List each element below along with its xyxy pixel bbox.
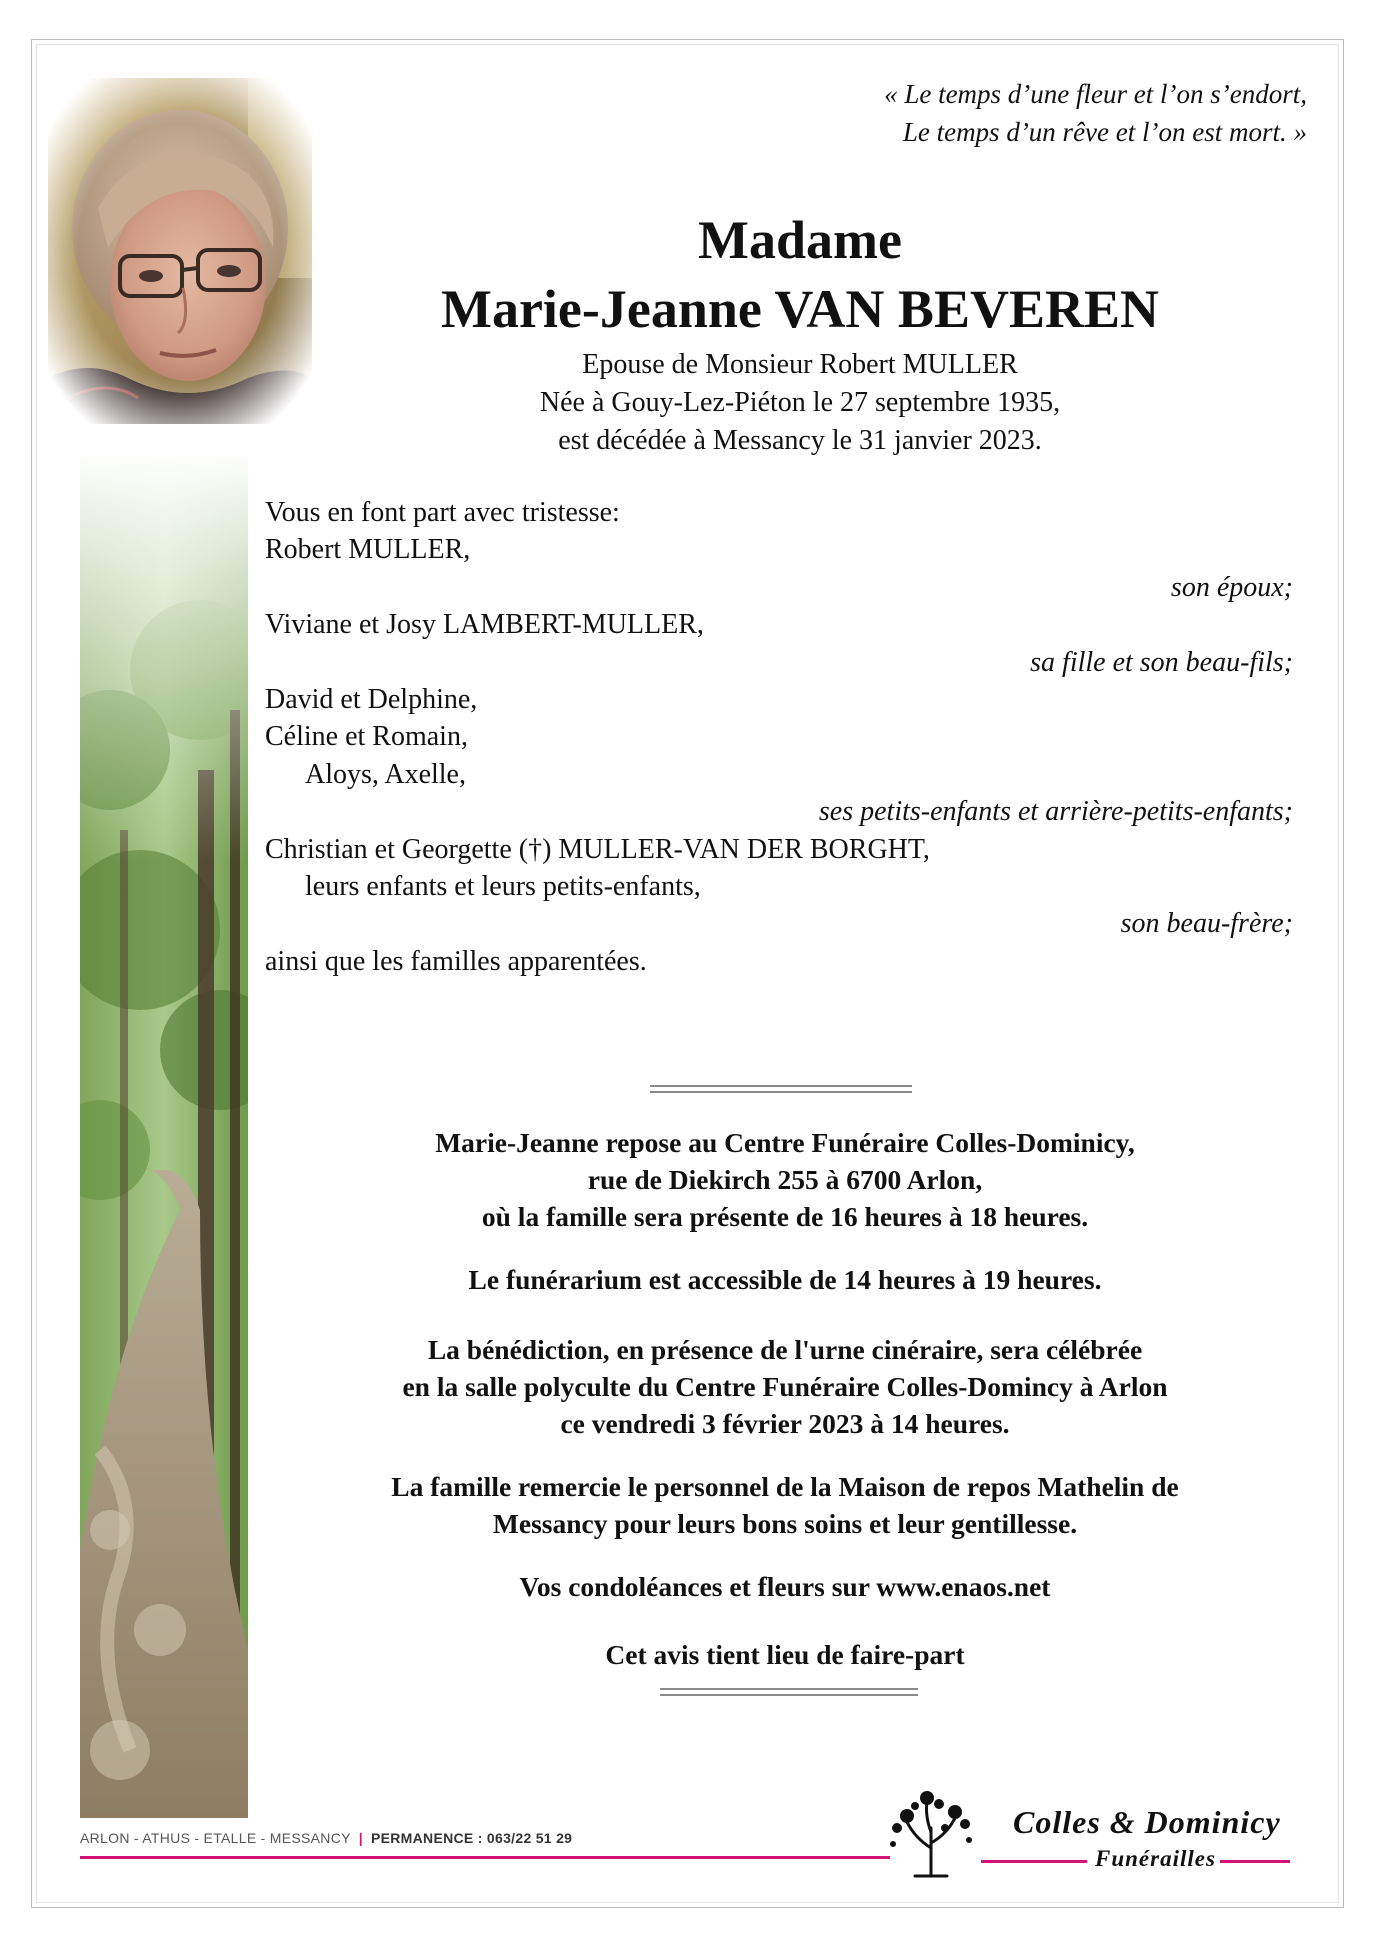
info-line: La bénédiction, en présence de l'urne cinéraire, sera célébrée [427, 1334, 1143, 1365]
info-condolences [290, 1568, 1280, 1605]
separator-top [650, 1085, 912, 1093]
quote-line-1: « Le temps d’une fleur et l’on s’endort, [884, 79, 1307, 109]
info-line: en la salle polyculte du Centre Funéraire Colles-Domincy à Arlon [402, 1371, 1168, 1402]
portrait-photo [48, 78, 312, 424]
family-relation: son beau-frère; [1120, 908, 1293, 940]
family-line: Viviane et Josy LAMBERT-MULLER, [265, 609, 704, 641]
info-repose [290, 1124, 1280, 1235]
family-line: David et Delphine, [265, 684, 478, 716]
family-line: Christian et Georgette (†) MULLER-VAN DER BORGHT, [265, 833, 930, 865]
info-line: Messancy pour leurs bons soins et leur gentillesse. [492, 1508, 1078, 1539]
spouse-line: Epouse de Monsieur Robert MULLER [582, 349, 1018, 380]
footer-contact [80, 1830, 572, 1846]
family-relation: son époux; [1170, 571, 1293, 603]
family-relation: sa fille et son beau-fils; [1030, 646, 1293, 678]
quote-line-2: Le temps d’un rêve et l’on est mort. » [902, 117, 1307, 147]
info-line: où la famille sera présente de 16 heures à 18 heures. [481, 1201, 1089, 1232]
info-notice [290, 1636, 1280, 1673]
info-line: La famille remercie le personnel de la Maison de repos Mathelin de [391, 1471, 1179, 1502]
tree-logo-icon [885, 1788, 977, 1878]
forest-path-image [80, 450, 248, 1818]
footer-separator: | [358, 1830, 363, 1846]
footer-locations: ARLON - ATHUS - ETALLE - MESSANCY [80, 1830, 351, 1846]
separator-bottom [660, 1688, 918, 1696]
info-line: Le funérarium est accessible de 14 heures à 19 heures. [468, 1264, 1102, 1295]
family-intro: Vous en font part avec tristesse: [265, 497, 620, 528]
footer-accent-line [80, 1856, 890, 1859]
info-line: ce vendredi 3 février 2023 à 14 heures. [560, 1408, 1010, 1439]
family-line: ainsi que les familles apparentées. [265, 945, 647, 977]
family-relation: ses petits-enfants et arrière-petits-enfants; [818, 796, 1293, 828]
family-line: Céline et Romain, [265, 721, 468, 753]
quote [607, 75, 1307, 151]
logo-subtitle: Funérailles [1095, 1846, 1216, 1871]
info-line: rue de Diekirch 255 à 6700 Arlon, [587, 1164, 983, 1195]
deceased-name: Marie-Jeanne VAN BEVEREN [440, 279, 1159, 339]
family-line: Aloys, Axelle, [305, 758, 466, 790]
title-madame: Madame [698, 210, 902, 270]
family-announcement [265, 494, 1293, 980]
info-funerarium [290, 1261, 1280, 1298]
company-logo [885, 1788, 1295, 1878]
birth-line: Née à Gouy-Lez-Piéton le 27 septembre 1935, [539, 387, 1061, 418]
info-line: Cet avis tient lieu de faire-part [605, 1639, 965, 1670]
logo-company-name: Colles & Dominicy [1013, 1804, 1281, 1840]
family-line: Robert MULLER, [265, 534, 471, 566]
deceased-details [360, 346, 1240, 460]
info-line: Vos condoléances et fleurs sur www.enaos.net [519, 1571, 1051, 1602]
footer-permanence: PERMANENCE : 063/22 51 29 [371, 1830, 573, 1846]
death-line: est décédée à Messancy le 31 janvier 2023. [558, 425, 1042, 456]
info-ceremony [290, 1331, 1280, 1442]
logo-accent-line-left [981, 1860, 1087, 1863]
family-line: leurs enfants et leurs petits-enfants, [305, 871, 701, 903]
info-line: Marie-Jeanne repose au Centre Funéraire Colles-Dominicy, [435, 1127, 1135, 1158]
logo-accent-line-right [1220, 1860, 1290, 1863]
info-thanks [290, 1468, 1280, 1542]
